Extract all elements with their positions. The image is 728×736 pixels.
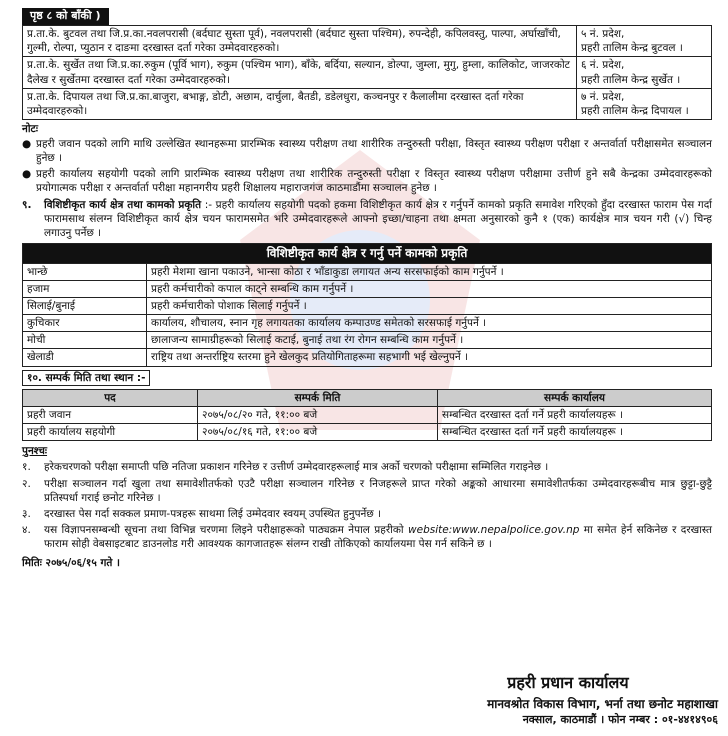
signature-block (418, 672, 718, 728)
postscript-item: १. हरेकचरणको परीक्षा समाप्ती पछि नतिजा प्रकाशन गरिनेछ र उत्तीर्ण उम्मेदवारहरूलाई मात्र अर्को चरणको परीक्षामा सम्मिलित गराइनेछ । (22, 461, 549, 474)
section-10-heading: १०. सम्पर्क मिति तथा स्थान :- (22, 370, 150, 386)
table-row (23, 57, 712, 88)
region-desc: प्र.ता.के. सुर्खेत तथा जि.प्र.का.रुकुम (पूर्वि भाग), रुकुम (पश्चिम भाग), बाँके, बर्दिया, सल्यान, डोल्पा, जुम्ला, मुगु, हुम्ला, कालिकोट, जाजरकोट दैलेख र सुर्खेतमा दरखास्त दर्ता गरेका उम्मेदवारहरुको। (23, 57, 577, 88)
table-row: हजाम प्रहरी कर्मचारीको कपाल काट्ने सम्बन्धि काम गर्नुपर्ने । (23, 280, 712, 297)
work-field-table (22, 243, 712, 366)
notice-date: मितिः २०७५/०६/१५ गते । (22, 556, 121, 569)
region-center: ६ नं. प्रदेश, प्रहरी तालिम केन्द्र सुर्खेत । (577, 57, 712, 88)
contact-table (22, 389, 712, 442)
region-center: ७ नं. प्रदेश, प्रहरी तालिम केन्द्र दिपायल । (577, 88, 712, 119)
table-row: प्रहरी जवान २०७५/०८/२० गते, ११:०० बजे सम्बन्धित दरखास्त दर्ता गर्ने प्रहरी कार्यालयहरू । (23, 406, 712, 423)
note-heading: नोटः (22, 123, 38, 136)
continuation-tab: पृष्ठ ८ को बाँकी ) (22, 8, 109, 25)
column-header: सम्पर्क कार्यालय (438, 389, 712, 406)
region-desc: प्र.ता.के. दिपायल तथा जि.प्र.का.बाजुरा, बभाङ्ग, डोटी, अछाम, दार्चुला, बैतडी, डडेलधुरा, कञ्चनपुर र कैलालीमा दरखास्त दर्ता गरेका उम्मेदवारहरुको। (23, 88, 577, 119)
table-row: सिलाई/बुनाई प्रहरी कर्मचारीको पोशाक सिलाई गर्नुपर्ने । (23, 297, 712, 314)
notice-page (22, 8, 712, 570)
note-item: ● प्रहरी कार्यालय सहयोगी पदको लागि प्रारम्भिक स्वास्थ्य परीक्षण तथा शारीरिक तन्दुरुस्ती परीक्षा र विस्तृत स्वास्थ्य परीक्षण परीक्षामा उत्तीर्ण हुने सबै केन्द्रका उम्मेदवारहरूको प्रयोगात्मक परीक्षा र अन्तर्वार्ता परीक्षा महानगरीय प्रहरी शिक्षालय महाराजगंज काठमाडौंमा सञ्चालन हुनेछ । (22, 167, 712, 194)
postscript-item: ३. दरखास्त पेस गर्दा सक्कल प्रमाण-पत्रहरू साथमा लिई उम्मेदवार स्वयम् उपस्थित हुनुपर्नेछ । (22, 508, 382, 520)
column-header: पद (23, 389, 198, 406)
table-row: प्रहरी कार्यालय सहयोगी २०७५/०८/१६ गते, ११:०० बजे सम्बन्धित दरखास्त दर्ता गर्ने प्रहरी कार्यालयहरू । (23, 424, 712, 441)
section-9-title: विशिष्टीकृत कार्य क्षेत्र तथा कामको प्रकृति (44, 198, 202, 211)
department-name: मानवश्रोत विकास विभाग, भर्ना तथा छनोट महाशाखा (487, 696, 718, 711)
postscript-heading: पुनश्चः (22, 445, 48, 458)
region-table (22, 25, 712, 120)
office-name: प्रहरी प्रधान कार्यालय (507, 673, 629, 692)
office-address: नक्साल, काठमाडौं । फोन नम्बर : ०१-४४१४९०६ (522, 712, 718, 726)
table-row: भान्छे प्रहरी मेशमा खाना पकाउने, भान्सा कोठा र भाँडाकुडा लगायत अन्य सरसफाईको काम गर्नुपर्ने । (23, 263, 712, 280)
postscript-item: ४. यस विज्ञापनसम्बन्धी सूचना तथा विभिन्न चरणमा लिइने परीक्षाहरूको पाठ्यक्रम नेपाल प्रहरीको website:www.nepalpolice.gov.np मा समेत हेर्न सकिनेछ र दरखास्त फाराम सोही वेबसाइटबाट डाउनलोड गरी आवश्यक कागजातहरू संलग्न राखी तोकिएको कार्यालयमा पेस गर्न सकिने छ । (22, 524, 712, 551)
section-9-body: :- प्रहरी कार्यालय सहयोगी पदको हकमा विशिष्टीकृत कार्य क्षेत्र र गर्नुपर्ने कामको प्रकृति समावेश गरिएको हुँदा दरखास्त फाराम पेस गर्दा फारामसाथ संलग्न विशिष्टीकृत कार्य क्षेत्र चयन फारामसमेत भरि उम्मेदवारहरूले आफ्नो इच्छा/चाहना तथा क्षमता अनुसारको कुनै १ (एक) कार्यक्षेत्र मात्र चयन गरी (√) चिन्ह लगाउनु पर्नेछ । (44, 198, 712, 240)
region-center: ५ नं. प्रदेश, प्रहरी तालिम केन्द्र बुटवल । (577, 26, 712, 57)
region-desc: प्र.ता.के. बुटवल तथा जि.प्र.का.नवलपरासी (बर्दघाट सुस्ता पूर्व), नवलपरासी (बर्दघाट सुस्ता पश्चिम), रुपन्देही, कपिलवस्तु, पाल्पा, अर्घाखाँची, गुल्मी, रोल्पा, प्युठान र दाङमा दरखास्त दर्ता गरेका उम्मेदवारहरुको। (23, 26, 577, 57)
work-table-heading: विशिष्टीकृत कार्य क्षेत्र र गर्नु पर्ने कामको प्रकृति (23, 244, 712, 263)
column-header: सम्पर्क मिति (198, 389, 438, 406)
table-row: कुचिकार कार्यालय, शौचालय, स्नान गृह लगायतका कार्यालय कम्पाउण्ड समेतको सरसफाई गर्नुपर्ने । (23, 315, 712, 332)
table-row: मोची छालाजन्य सामाग्रीहरूको सिलाई कटाई, बुनाई तथा रंग रोगन सम्बन्धि काम गर्नुपर्ने । (23, 332, 712, 349)
table-row (23, 26, 712, 57)
bullet-icon: ● (22, 167, 32, 180)
note-item: ● प्रहरी जवान पदको लागि माथि उल्लेखित स्थानहरूमा प्रारम्भिक स्वास्थ्य परीक्षण तथा शारीरिक तन्दुरुस्ती परीक्षा, विस्तृत स्वास्थ्य परीक्षण परीक्षा र अन्तर्वार्ता परीक्षासमेत सञ्चालन हुनेछ । (22, 138, 712, 165)
table-row: खेलाडी राष्ट्रिय तथा अन्तर्राष्ट्रिय स्तरमा हुने खेलकुद प्रतियोगिताहरूमा सहभागी भई खेल्नुपर्ने । (23, 349, 712, 366)
section-9: ९. विशिष्टीकृत कार्य क्षेत्र तथा कामको प्रकृति :- प्रहरी कार्यालय सहयोगी पदको हकमा विशिष्टीकृत कार्य क्षेत्र र गर्नुपर्ने कामको प्रकृति समावेश गरिएको हुँदा दरखास्त फाराम पेस गर्दा फारामसाथ संलग्न विशिष्टीकृत कार्य क्षेत्र चयन फारामसमेत भरि उम्मेदवारहरूले आफ्नो इच्छा/चाहना तथा क्षमता अनुसारको कुनै १ (एक) कार्यक्षेत्र मात्र चयन गरी (√) चिन्ह लगाउनु पर्नेछ । (22, 198, 712, 240)
bullet-icon: ● (22, 138, 32, 151)
website-link[interactable]: website:www.nepalpolice.gov.np (408, 524, 580, 537)
table-row (23, 88, 712, 119)
postscript-item: २. परीक्षा सञ्चालन गर्दा खुला तथा समावेशीतर्फको एउटै परीक्षा सञ्चालन गरिनेछ र निजहरूले प्राप्त गरेको अङ्कको आधारमा समावेशीतर्फका उम्मेदवारहरूबीच मात्र छुट्टा-छुट्टै प्रतिस्पर्धा गराई छनोट गरिनेछ । (22, 477, 712, 504)
